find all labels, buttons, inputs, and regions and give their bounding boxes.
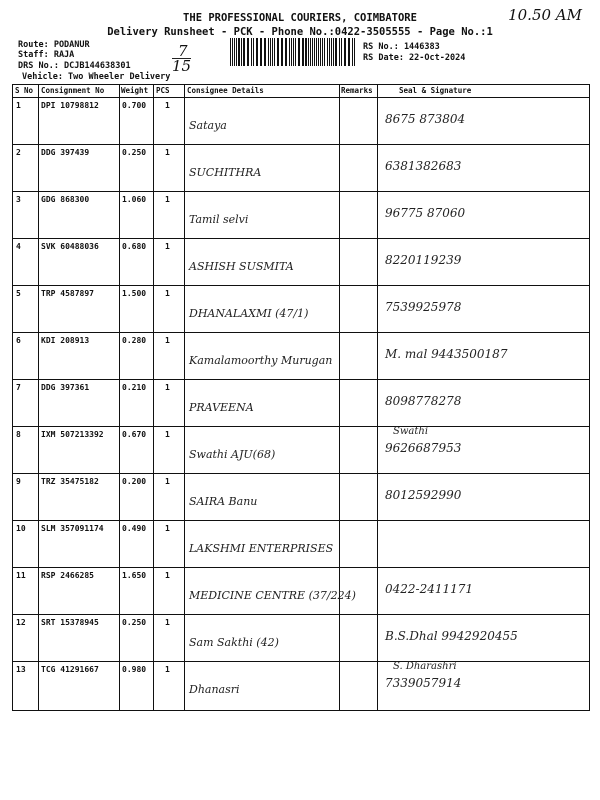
- header-consignee-details: Consignee Details: [187, 86, 264, 95]
- row-consignee: PRAVEENA: [189, 401, 254, 414]
- row-consignment-no: KDI 208913: [41, 336, 90, 345]
- header-sno: S No: [15, 86, 34, 95]
- row-pcs: 1: [165, 242, 170, 251]
- row-pcs: 1: [165, 195, 170, 204]
- row-weight: 0.700: [122, 101, 147, 110]
- row-signature-number: B.S.Dhal 9942920455: [385, 629, 518, 643]
- row-signature-number: 7339057914: [385, 676, 462, 690]
- count-mark-top: 7: [178, 42, 188, 60]
- row-signature-number: 0422-2411171: [385, 582, 474, 596]
- row-signature-mark: Swathi: [393, 426, 429, 437]
- row-signature-number: 6381382683: [385, 159, 462, 173]
- row-weight: 1.500: [122, 289, 147, 298]
- row-consignment-no: GDG 868300: [41, 195, 90, 204]
- row-sno: 7: [16, 383, 21, 392]
- row-pcs: 1: [165, 336, 170, 345]
- row-consignee: Kamalamoorthy Murugan: [189, 354, 333, 367]
- row-consignee: SAIRA Banu: [189, 495, 258, 508]
- table-row: [13, 474, 589, 521]
- row-sno: 4: [16, 242, 21, 251]
- table-row: [13, 286, 589, 333]
- row-pcs: 1: [165, 571, 170, 580]
- vehicle-label: Vehicle: Two Wheeler Delivery: [22, 72, 171, 82]
- row-sno: 12: [16, 618, 26, 627]
- barcode: [230, 38, 356, 66]
- row-sno: 11: [16, 571, 26, 580]
- row-consignment-no: RSP 2466285: [41, 571, 94, 580]
- row-consignment-no: SLM 357091174: [41, 524, 104, 533]
- row-pcs: 1: [165, 383, 170, 392]
- table-row: [13, 521, 589, 568]
- row-consignee: Tamil selvi: [189, 213, 249, 226]
- row-weight: 0.280: [122, 336, 147, 345]
- row-consignment-no: SVK 60488036: [41, 242, 99, 251]
- table-row: [13, 192, 589, 239]
- handwritten-time-note: 10.50 AM: [508, 6, 582, 24]
- row-signature-number: 8675 873804: [385, 112, 466, 126]
- header-remarks: Remarks: [341, 86, 373, 95]
- row-pcs: 1: [165, 289, 170, 298]
- row-signature-number: 7539925978: [385, 300, 462, 314]
- table-row: [13, 380, 589, 427]
- row-pcs: 1: [165, 430, 170, 439]
- document-title: THE PROFESSIONAL COURIERS, COIMBATORE: [183, 12, 417, 24]
- row-pcs: 1: [165, 477, 170, 486]
- row-weight: 0.670: [122, 430, 147, 439]
- row-consignment-no: IXM 507213392: [41, 430, 104, 439]
- staff-label: Staff: RAJA: [18, 50, 75, 60]
- row-signature-number: 96775 87060: [385, 206, 466, 220]
- table-row: [13, 427, 589, 474]
- count-mark-bottom: 15: [172, 57, 192, 75]
- row-sno: 13: [16, 665, 26, 674]
- row-signature-number: 8098778278: [385, 394, 462, 408]
- row-sno: 8: [16, 430, 21, 439]
- row-consignee: Sataya: [189, 119, 227, 132]
- row-sno: 5: [16, 289, 21, 298]
- table-row: [13, 239, 589, 286]
- rs-number-label: RS No.: 1446383: [363, 42, 440, 52]
- row-consignment-no: DPI 10798812: [41, 101, 99, 110]
- row-signature-number: M. mal 9443500187: [385, 347, 508, 361]
- row-sno: 10: [16, 524, 26, 533]
- row-pcs: 1: [165, 665, 170, 674]
- row-consignment-no: TRP 4587897: [41, 289, 94, 298]
- row-pcs: 1: [165, 148, 170, 157]
- row-consignee: MEDICINE CENTRE (37/224): [189, 589, 356, 602]
- row-weight: 0.490: [122, 524, 147, 533]
- row-sno: 6: [16, 336, 21, 345]
- header-seal-signature: Seal & Signature: [399, 86, 472, 95]
- row-sno: 9: [16, 477, 21, 486]
- header-weight: Weight: [121, 86, 149, 95]
- row-consignment-no: DDG 397439: [41, 148, 90, 157]
- header-pcs: PCS: [156, 86, 170, 95]
- row-consignee: LAKSHMI ENTERPRISES: [189, 542, 334, 555]
- row-weight: 1.650: [122, 571, 147, 580]
- row-consignment-no: TRZ 35475182: [41, 477, 99, 486]
- row-consignee: SUCHITHRA: [189, 166, 262, 179]
- row-consignee: DHANALAXMI (47/1): [189, 307, 309, 320]
- row-sno: 1: [16, 101, 21, 110]
- row-pcs: 1: [165, 101, 170, 110]
- row-signature-number: 8012592990: [385, 488, 462, 502]
- row-consignment-no: SRT 15378945: [41, 618, 99, 627]
- row-consignment-no: TCG 41291667: [41, 665, 99, 674]
- row-weight: 0.210: [122, 383, 147, 392]
- row-weight: 0.250: [122, 618, 147, 627]
- row-weight: 1.060: [122, 195, 147, 204]
- row-weight: 0.200: [122, 477, 147, 486]
- row-signature-number: 8220119239: [385, 253, 462, 267]
- row-sno: 3: [16, 195, 21, 204]
- rs-date-label: RS Date: 22-Oct-2024: [363, 53, 466, 63]
- handwritten-count-mark: [172, 44, 191, 73]
- row-consignee: ASHISH SUSMITA: [189, 260, 294, 273]
- document-subtitle: Delivery Runsheet - PCK - Phone No.:0422-3505555 - Page No.:1: [107, 26, 493, 38]
- row-weight: 0.980: [122, 665, 147, 674]
- route-label: Route: PODANUR: [18, 40, 90, 50]
- row-pcs: 1: [165, 524, 170, 533]
- row-weight: 0.250: [122, 148, 147, 157]
- table-row: [13, 615, 589, 662]
- drs-number-label: DRS No.: DCJB144638301: [18, 61, 131, 71]
- row-weight: 0.680: [122, 242, 147, 251]
- row-consignee: Swathi AJU(68): [189, 448, 276, 461]
- table-row: [13, 662, 589, 709]
- row-consignment-no: DDG 397361: [41, 383, 90, 392]
- row-consignee: Dhanasri: [189, 683, 240, 696]
- header-consignment-no: Consignment No: [41, 86, 105, 95]
- table-row: [13, 145, 589, 192]
- table-row: [13, 333, 589, 380]
- row-consignee: Sam Sakthi (42): [189, 636, 279, 649]
- table-row: [13, 98, 589, 145]
- row-signature-mark: S. Dharashri: [393, 661, 457, 672]
- row-pcs: 1: [165, 618, 170, 627]
- table-row: [13, 568, 589, 615]
- row-signature-number: 9626687953: [385, 441, 462, 455]
- row-sno: 2: [16, 148, 21, 157]
- runsheet-table: [12, 84, 590, 711]
